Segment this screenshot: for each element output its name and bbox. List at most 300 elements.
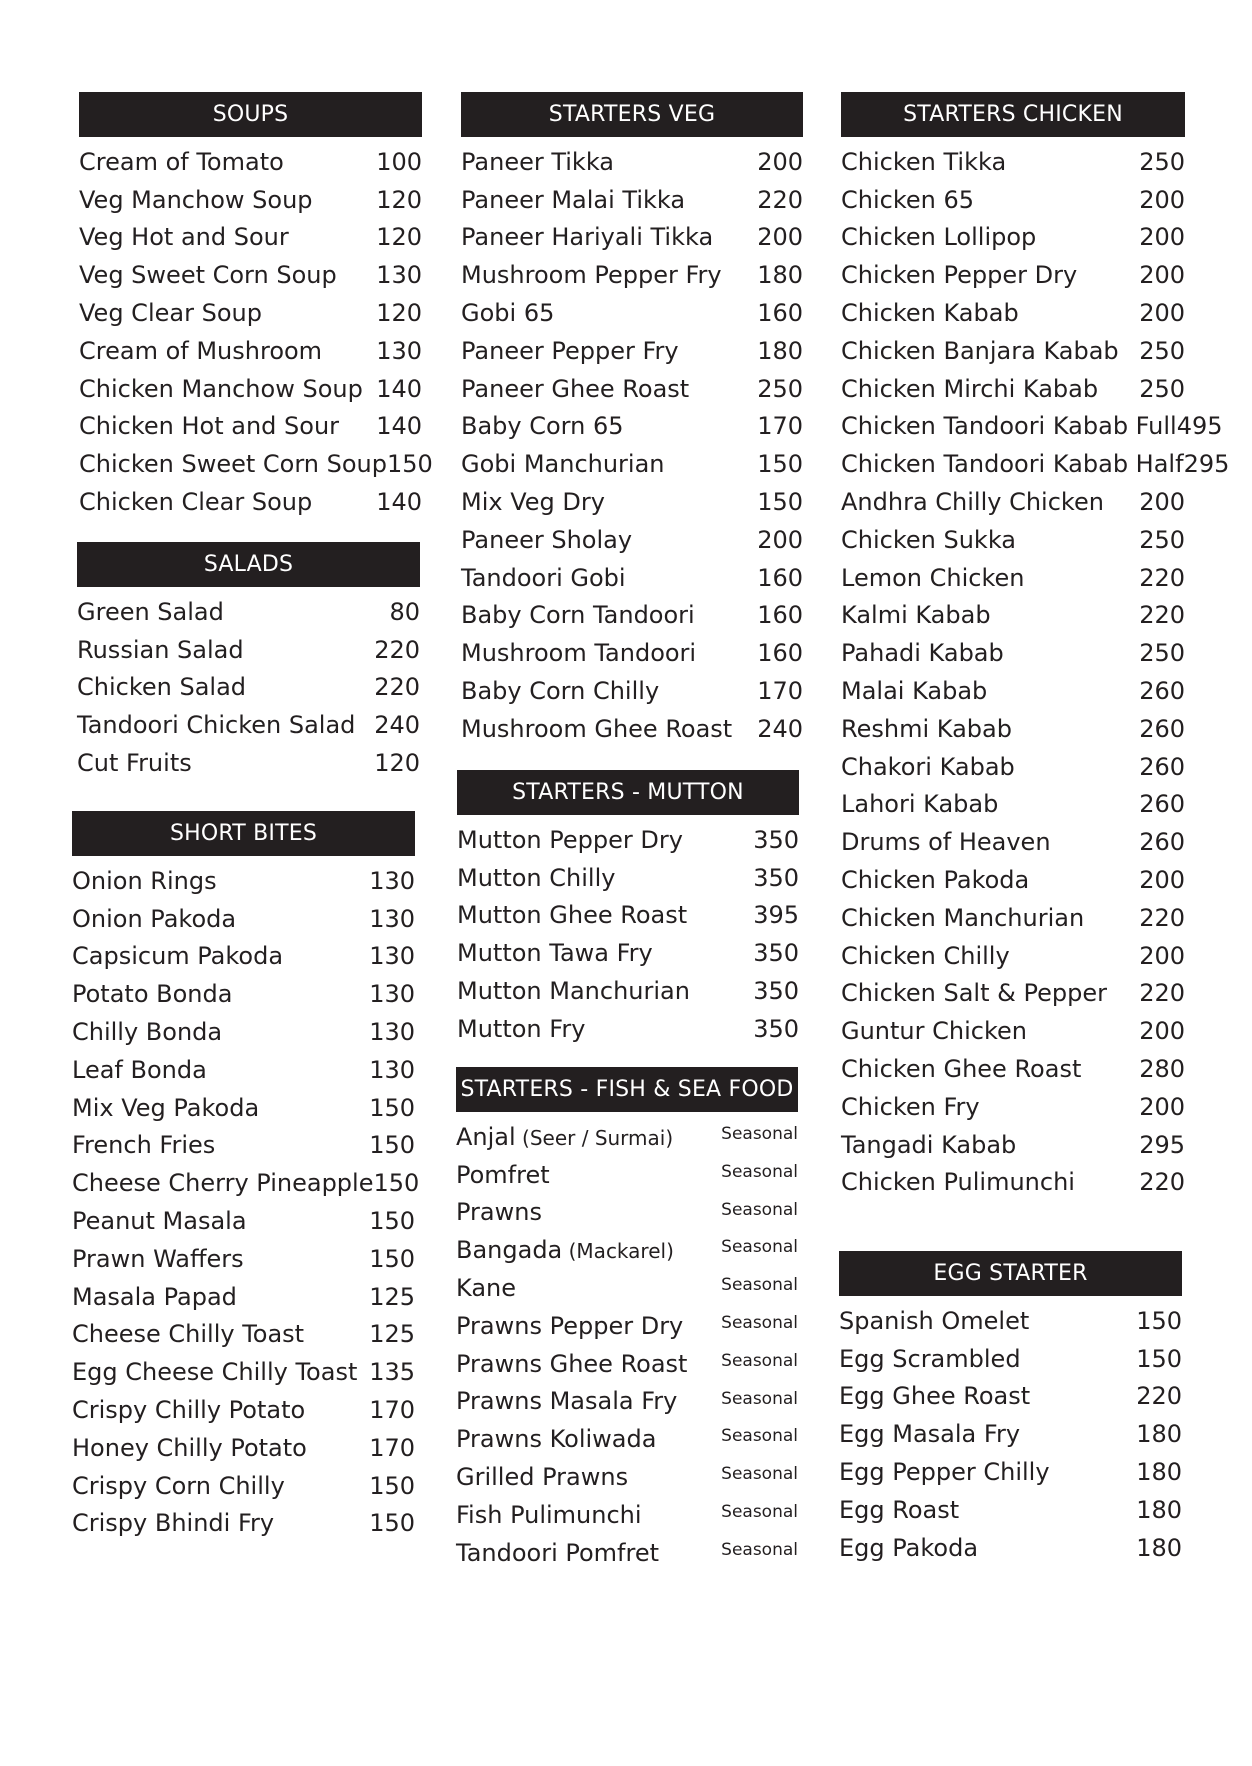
menu-item-name [461, 639, 696, 667]
egg-starter-header: EGG STARTER [839, 1251, 1182, 1296]
menu-item-name-text: Mix Veg Dry [461, 488, 605, 517]
menu-item-name [839, 1458, 1050, 1486]
menu-item-name-text: Egg Pakoda [839, 1533, 979, 1562]
menu-item-price: 295 [1139, 1130, 1185, 1159]
menu-item [77, 631, 420, 669]
menu-item [79, 219, 422, 257]
menu-item-name-text: Tandoori Chicken Salad [77, 711, 356, 740]
menu-item-name [839, 1496, 959, 1524]
menu-item-name-text: Egg Scrambled [839, 1344, 1021, 1373]
menu-item [841, 445, 1230, 483]
menu-item-name-text: Chilly Bonda [72, 1018, 223, 1047]
menu-item [841, 634, 1185, 672]
menu-item-name-text: Prawn Waffers [72, 1244, 244, 1273]
menu-item-name-text: Andhra Chilly Chicken [841, 488, 1104, 517]
starters-fish-header: STARTERS - FISH & SEA FOOD [456, 1067, 798, 1112]
menu-item-price: 150 [757, 450, 803, 479]
menu-item-price: 200 [1139, 261, 1185, 290]
menu-item-name [72, 1018, 222, 1046]
starters-veg-section [461, 92, 803, 748]
menu-item-name-text: Mutton Manchurian [457, 977, 690, 1006]
menu-item-price: 250 [1139, 336, 1185, 365]
menu-item-price: 200 [1139, 866, 1185, 895]
menu-item-name-text: Chicken Mirchi Kabab [841, 374, 1099, 403]
menu-item-price: 160 [757, 639, 803, 668]
starters-chicken-header: STARTERS CHICKEN [841, 92, 1185, 137]
menu-item [72, 862, 415, 900]
menu-item [72, 1467, 415, 1505]
menu-item-name [461, 148, 614, 176]
menu-item-price: Seasonal [721, 1161, 798, 1182]
soups-section [79, 92, 433, 521]
menu-item-name [841, 261, 1077, 289]
menu-item [841, 332, 1185, 370]
menu-item-name-text: Prawns Pepper Dry [456, 1311, 684, 1340]
menu-item-name [72, 1320, 304, 1348]
menu-item-price: 120 [376, 223, 422, 252]
menu-item [79, 408, 422, 446]
menu-item-price: 260 [1139, 714, 1185, 743]
menu-item-price: 120 [374, 749, 420, 778]
menu-item [72, 1429, 415, 1467]
menu-item [72, 1127, 415, 1165]
menu-item-name [461, 715, 732, 743]
menu-item-price: 150 [369, 1244, 415, 1273]
menu-item-name-text: Gobi 65 [461, 299, 555, 328]
menu-item-name [79, 223, 289, 251]
menu-item [72, 1278, 415, 1316]
menu-item-name [461, 526, 632, 554]
menu-item-price: 130 [376, 261, 422, 290]
starters-mutton-section [457, 770, 799, 1048]
menu-item-name-text: Crispy Chilly Potato [72, 1396, 306, 1425]
menu-item-name-text: Prawns Ghee Roast [456, 1349, 688, 1378]
menu-item-name [841, 186, 974, 214]
menu-item-price: 260 [1139, 677, 1185, 706]
menu-item [841, 1012, 1185, 1050]
menu-item-name-text: Capsicum Pakoda [72, 942, 284, 971]
menu-item-name-text: Egg Ghee Roast [839, 1382, 1031, 1411]
menu-item-price: 135 [369, 1358, 415, 1387]
menu-item [841, 256, 1185, 294]
menu-item-price: 220 [757, 185, 803, 214]
menu-item-price: 350 [753, 1014, 799, 1043]
menu-item [841, 370, 1185, 408]
menu-item-price: 160 [757, 601, 803, 630]
menu-item [456, 1194, 798, 1232]
menu-item [456, 1458, 798, 1496]
menu-item-name [72, 1207, 247, 1235]
menu-item [72, 1164, 420, 1202]
menu-item [456, 1156, 798, 1194]
menu-item-name [839, 1307, 1029, 1335]
menu-item-name [461, 412, 624, 440]
menu-item-name [79, 186, 313, 214]
menu-item-name [841, 790, 998, 818]
menu-item-name-text: Honey Chilly Potato [72, 1433, 307, 1462]
menu-item-name [456, 1539, 659, 1567]
menu-item-name-text: Chicken Sweet Corn Soup [79, 450, 388, 479]
menu-item-name [456, 1161, 550, 1189]
menu-item-name [841, 639, 1004, 667]
egg-starter-list [839, 1302, 1182, 1567]
menu-item-price: 120 [376, 185, 422, 214]
menu-item-name [841, 450, 1184, 478]
menu-item-name [72, 1358, 357, 1386]
menu-item-price: 250 [1139, 147, 1185, 176]
menu-item [77, 744, 420, 782]
menu-item-price: 350 [753, 863, 799, 892]
starters-veg-header: STARTERS VEG [461, 92, 803, 137]
menu-item-name [72, 1434, 307, 1462]
menu-item-name [461, 677, 659, 705]
menu-item-name-text: Baby Corn Chilly [461, 677, 660, 706]
menu-item-name [841, 337, 1119, 365]
menu-item-name-text: Paneer Tikka [461, 147, 615, 176]
menu-item [461, 483, 803, 521]
menu-item-price: Seasonal [721, 1199, 798, 1220]
menu-item [457, 897, 799, 935]
menu-item-name [461, 564, 626, 592]
menu-item-name-text: Chicken Salad [77, 673, 247, 702]
menu-item-name-text: Green Salad [77, 597, 224, 626]
menu-item-name-text: Paneer Pepper Fry [461, 336, 679, 365]
menu-item-name-text: Chicken Clear Soup [79, 488, 313, 517]
menu-item-price: 120 [376, 299, 422, 328]
menu-item [79, 483, 422, 521]
menu-item-name [72, 1472, 285, 1500]
menu-item-name [79, 337, 322, 365]
menu-item [77, 706, 420, 744]
menu-item [72, 938, 415, 976]
menu-item-name [461, 299, 554, 327]
menu-item-name [461, 450, 665, 478]
menu-item-price: 160 [757, 563, 803, 592]
menu-item [79, 256, 422, 294]
menu-item-name [72, 1245, 244, 1273]
menu-item-name-text: Chicken Tikka [841, 147, 1007, 176]
menu-item [457, 934, 799, 972]
menu-item-name-text: Chicken Hot and Sour [79, 412, 340, 441]
menu-item-name-text: Lahori Kabab [841, 790, 999, 819]
menu-item-name [461, 375, 689, 403]
menu-item-name-text: Mutton Tawa Fry [457, 939, 653, 968]
menu-item-name [841, 299, 1019, 327]
menu-item-name-text: Potato Bonda [72, 980, 233, 1009]
menu-item [72, 1316, 415, 1354]
menu-item-price: 150 [369, 1093, 415, 1122]
menu-item-name [841, 1168, 1075, 1196]
menu-item [841, 408, 1223, 446]
menu-item-price: 150 [373, 1169, 420, 1198]
menu-item-price: 150 [369, 1131, 415, 1160]
menu-item-name-text: Cream of Mushroom [79, 336, 323, 365]
menu-item [72, 1391, 415, 1429]
menu-item-price: 125 [369, 1282, 415, 1311]
menu-item-name [72, 980, 232, 1008]
menu-item-name-text: Mix Veg Pakoda [72, 1093, 260, 1122]
menu-item-name [841, 1017, 1027, 1045]
menu-item-price: 280 [1139, 1055, 1185, 1084]
menu-item-name [77, 636, 244, 664]
menu-item-name-text: Paneer Ghee Roast [461, 374, 690, 403]
menu-item-name [841, 1093, 980, 1121]
menu-item-name [841, 564, 1024, 592]
starters-chicken-list [841, 143, 1230, 1201]
menu-item-name-text: Onion Pakoda [72, 904, 237, 933]
menu-item-price: Seasonal [721, 1312, 798, 1333]
menu-item-name [456, 1350, 687, 1378]
menu-item-name [457, 864, 615, 892]
menu-item [461, 445, 803, 483]
menu-item [841, 937, 1185, 975]
menu-item [456, 1420, 798, 1458]
menu-item-price: Seasonal [721, 1388, 798, 1409]
menu-item-name [461, 186, 685, 214]
menu-item-name-text: Chicken Pakoda [841, 866, 1030, 895]
menu-item-name-text: Veg Hot and Sour [79, 223, 289, 252]
menu-item [461, 332, 803, 370]
menu-item-name [841, 488, 1104, 516]
menu-item-name [839, 1382, 1030, 1410]
menu-item [841, 975, 1185, 1013]
menu-item-name [79, 375, 363, 403]
menu-item-price: 150 [757, 488, 803, 517]
menu-item-name-text: Chicken Sukka [841, 525, 1017, 554]
menu-item [457, 821, 799, 859]
menu-item-price: 200 [757, 223, 803, 252]
menu-item [839, 1453, 1182, 1491]
menu-item-price: Seasonal [721, 1464, 798, 1485]
menu-item-name [457, 901, 687, 929]
menu-item-name [72, 867, 217, 895]
menu-item [456, 1269, 798, 1307]
menu-item-name-text: Veg Clear Soup [79, 299, 262, 328]
menu-item-name-text: Spanish Omelet [839, 1306, 1030, 1335]
menu-item-name-text: Leaf Bonda [72, 1055, 207, 1084]
menu-item-name-text: Mushroom Tandoori [461, 639, 697, 668]
menu-item-name [461, 337, 679, 365]
menu-item-name [841, 828, 1051, 856]
menu-item [461, 256, 803, 294]
menu-item-name-text: Guntur Chicken [841, 1017, 1027, 1046]
menu-item-price: 140 [376, 412, 422, 441]
menu-item-price: 130 [369, 904, 415, 933]
menu-item-price: 250 [1139, 374, 1185, 403]
menu-item [461, 143, 803, 181]
menu-item-name [72, 1131, 215, 1159]
menu-item-name-text: Chicken Lollipop [841, 223, 1037, 252]
menu-item [461, 710, 803, 748]
menu-item-name-text: Chicken Chilly [841, 941, 1010, 970]
menu-item-name-text: Cheese Chilly Toast [72, 1320, 305, 1349]
menu-item-price: Seasonal [721, 1350, 798, 1371]
menu-item-price: 200 [1139, 1017, 1185, 1046]
menu-item-name-text: Grilled Prawns [456, 1463, 629, 1492]
menu-item-price: Seasonal [721, 1426, 798, 1447]
menu-item [72, 1505, 415, 1543]
menu-item [839, 1302, 1182, 1340]
menu-item-name-text: Tandoori Pomfret [456, 1538, 660, 1567]
menu-item-name-text: Kane [456, 1274, 516, 1303]
starters-fish-section [456, 1067, 798, 1572]
menu-item [457, 1010, 799, 1048]
menu-item-name [841, 979, 1107, 1007]
menu-item [841, 521, 1185, 559]
menu-item-name [461, 488, 605, 516]
menu-item-name-text: Malai Kabab [841, 677, 988, 706]
menu-item-name-text: Egg Pepper Chilly [839, 1458, 1050, 1487]
starters-chicken-section [841, 92, 1230, 1201]
starters-mutton-header: STARTERS - MUTTON [457, 770, 799, 815]
menu-item-name-text: Bangada [456, 1236, 563, 1265]
menu-item-price: 180 [1136, 1420, 1182, 1449]
menu-item [841, 143, 1185, 181]
menu-item-name-text: Paneer Hariyali Tikka [461, 223, 714, 252]
menu-item-name-text: Chicken Tandoori Kabab Half [841, 450, 1184, 479]
menu-item [456, 1534, 798, 1572]
menu-item-note: (Mackarel) [568, 1239, 674, 1264]
menu-item [841, 748, 1185, 786]
menu-item-price: Seasonal [721, 1275, 798, 1296]
menu-item-price: 200 [1139, 488, 1185, 517]
menu-item-price: 200 [1139, 223, 1185, 252]
menu-item [461, 521, 803, 559]
menu-item [77, 669, 420, 707]
soups-list [79, 143, 433, 521]
menu-item-price: 180 [1136, 1495, 1182, 1524]
menu-item-name-text: Prawns [456, 1198, 542, 1227]
menu-item-price: 150 [1136, 1344, 1182, 1373]
menu-item-name [77, 598, 224, 626]
menu-item-price: 170 [757, 677, 803, 706]
menu-item [841, 1164, 1185, 1202]
menu-item-price: 150 [369, 1207, 415, 1236]
starters-fish-list [456, 1118, 798, 1572]
short-bites-header: SHORT BITES [72, 811, 415, 856]
menu-item-name-text: Chakori Kabab [841, 752, 1015, 781]
menu-item-name [461, 261, 722, 289]
menu-item-name [79, 299, 262, 327]
menu-item-price: 170 [369, 1396, 415, 1425]
menu-item-name-text: Baby Corn 65 [461, 412, 624, 441]
menu-item-name-text: Peanut Masala [72, 1207, 247, 1236]
menu-item-name [841, 677, 987, 705]
menu-item-name [77, 711, 355, 739]
menu-item-name [457, 1015, 585, 1043]
menu-item [841, 294, 1185, 332]
short-bites-list [72, 862, 420, 1542]
menu-item-price: Seasonal [721, 1237, 798, 1258]
menu-item-name-text: Gobi Manchurian [461, 450, 665, 479]
menu-item-price: 220 [1139, 563, 1185, 592]
menu-item-name [456, 1425, 656, 1453]
menu-item [79, 181, 422, 219]
menu-item [841, 1126, 1185, 1164]
menu-item [457, 859, 799, 897]
menu-item [839, 1491, 1182, 1529]
menu-item-price: 140 [376, 488, 422, 517]
menu-item-price: Seasonal [721, 1501, 798, 1522]
menu-item-name-text: Cheese Cherry Pineapple [72, 1169, 374, 1198]
menu-item [461, 408, 803, 446]
menu-item-price: 250 [757, 374, 803, 403]
menu-item-price: 295 [1183, 450, 1230, 479]
menu-item-name [841, 753, 1015, 781]
salads-header: SALADS [77, 542, 420, 587]
menu-item-name-text: Baby Corn Tandoori [461, 601, 695, 630]
menu-item-name [456, 1463, 628, 1491]
menu-item [839, 1415, 1182, 1453]
menu-item-name [841, 412, 1177, 440]
menu-item-name-text: Onion Rings [72, 866, 217, 895]
menu-item-name [72, 1283, 237, 1311]
menu-item-price: 220 [1136, 1382, 1182, 1411]
menu-item-name [79, 261, 337, 289]
menu-item-price: 100 [376, 147, 422, 176]
menu-item-price: 350 [753, 939, 799, 968]
menu-item-name-text: Pomfret [456, 1160, 550, 1189]
menu-item-price: 180 [1136, 1458, 1182, 1487]
menu-item-name-text: French Fries [72, 1131, 216, 1160]
menu-item [79, 143, 422, 181]
menu-item-name [72, 1094, 259, 1122]
menu-item-name [72, 1396, 305, 1424]
menu-item-price: 250 [1139, 525, 1185, 554]
menu-item-price: 150 [369, 1509, 415, 1538]
menu-item-name [79, 148, 284, 176]
menu-item-price: 220 [374, 673, 420, 702]
menu-item-name [456, 1387, 677, 1415]
menu-item-name [456, 1501, 642, 1529]
menu-item-price: 200 [1139, 1092, 1185, 1121]
menu-item-name-text: Egg Roast [839, 1495, 960, 1524]
menu-item [72, 975, 415, 1013]
menu-item-price: 130 [369, 942, 415, 971]
menu-item-name-text: Mutton Chilly [457, 863, 616, 892]
menu-item-name-text: Lemon Chicken [841, 563, 1025, 592]
menu-item-name [841, 601, 991, 629]
menu-item-price: 200 [757, 147, 803, 176]
menu-item-name-text: Crispy Corn Chilly [72, 1471, 285, 1500]
menu-item [839, 1378, 1182, 1416]
menu-item-name [839, 1345, 1021, 1373]
menu-item [461, 219, 803, 257]
menu-item-name [461, 601, 695, 629]
menu-item-price: 150 [1136, 1306, 1182, 1335]
menu-item-price: 130 [376, 336, 422, 365]
menu-item-name-text: Veg Sweet Corn Soup [79, 261, 337, 290]
menu-item-price: 260 [1139, 828, 1185, 857]
menu-item [456, 1118, 798, 1156]
menu-item-price: 495 [1176, 412, 1223, 441]
menu-item [72, 1051, 415, 1089]
menu-item [461, 634, 803, 672]
menu-item-name-text: Mutton Fry [457, 1014, 586, 1043]
menu-item-name [456, 1123, 673, 1151]
menu-item-name [457, 826, 683, 854]
menu-item [841, 219, 1185, 257]
menu-item-name-text: Chicken Fry [841, 1092, 980, 1121]
menu-item-name [72, 1169, 373, 1197]
menu-item-name [841, 1055, 1081, 1083]
menu-item-name-text: Chicken Tandoori Kabab Full [841, 412, 1177, 441]
menu-item-name [841, 148, 1006, 176]
menu-item [72, 1353, 415, 1391]
menu-item-name [841, 526, 1016, 554]
menu-item-name [72, 1509, 274, 1537]
menu-item [72, 1240, 415, 1278]
